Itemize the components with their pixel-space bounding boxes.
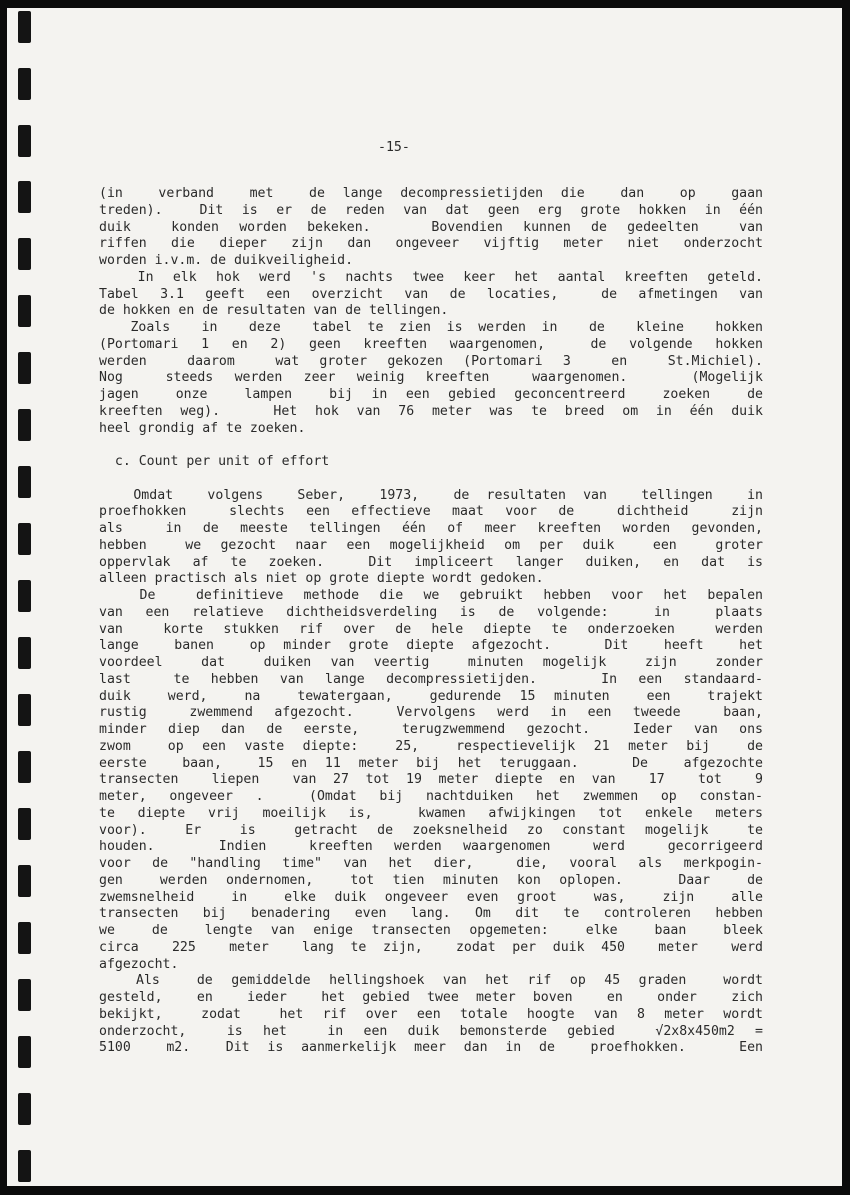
binding-mark [18, 125, 31, 157]
binding-mark [18, 181, 31, 213]
binding-mark [18, 295, 31, 327]
text-line: heel grondig af te zoeken. [99, 420, 306, 436]
body-text [99, 186, 763, 1057]
text-line: we de lengte van enige transecten opgemeten: elke baan bleek [99, 923, 763, 938]
text-line: (in verband met de lange decompressietijden die dan op gaan [99, 186, 763, 201]
page-number: -15- [378, 140, 410, 155]
text-line: duik werd, na tewatergaan, gedurende 15 minuten een trajekt [99, 688, 763, 704]
text-line: oppervlak af te zoeken. Dit impliceert langer duiken, en dat is [99, 554, 763, 570]
binding-mark [18, 751, 31, 783]
text-line: 5100 m2. Dit is aanmerkelijk meer dan in de proefhokken. Een [99, 1040, 763, 1056]
text-line: last te hebben van lange decompressietijden. In een standaard- [99, 671, 763, 687]
binding-mark [18, 523, 31, 555]
paragraph [99, 320, 763, 437]
paragraph [99, 270, 763, 320]
text-line: zwemsnelheid in elke duik ongeveer even groot was, zijn alle [99, 889, 763, 905]
text-line: rustig zwemmend afgezocht. Vervolgens werd in een tweede baan, [99, 705, 763, 721]
text-line: minder diep dan de eerste, terugzwemmend gezocht. Ieder van ons [99, 722, 763, 737]
text-line: te diepte vrij moeilijk is, kwamen afwijkingen tot enkele meters [99, 805, 763, 821]
text-line: Tabel 3.1 geeft een overzicht van de locaties, de afmetingen van [99, 286, 763, 302]
text-line: eerste baan, 15 en 11 meter bij het teruggaan. De afgezochte [99, 755, 763, 771]
binding-mark [18, 352, 31, 384]
binding-mark [18, 1036, 31, 1068]
text-line: gesteld, en ieder het gebied twee meter boven en onder zich [99, 990, 763, 1005]
paragraph [99, 488, 763, 589]
text-line: voor de "handling time" van het dier, die, vooral als merkpogin- [99, 856, 763, 871]
text-line: houden. Indien kreeften werden waargenomen werd gecorrigeerd [99, 839, 763, 855]
paragraph [99, 588, 763, 973]
binding-mark [18, 466, 31, 498]
binding-mark [18, 68, 31, 100]
text-line: circa 225 meter lang te zijn, zodat per duik 450 meter werd [99, 939, 763, 955]
text-line: meter, ongeveer . (Omdat bij nachtduiken het zwemmen op constan- [99, 789, 763, 804]
binding-mark [18, 637, 31, 669]
binding-mark [18, 808, 31, 840]
text-line: gen werden ondernomen, tot tien minuten kon oplopen. Daar de [99, 872, 763, 888]
text-line: werden daarom wat groter gekozen (Portomari 3 en St.Michiel). [99, 353, 763, 369]
text-line: alleen practisch als niet op grote diepte wordt gedoken. [99, 571, 544, 587]
binding-mark [18, 409, 31, 441]
text-line: hebben we gezocht naar een mogelijkheid om per duik een groter [99, 537, 763, 553]
text-line: van korte stukken rif over de hele diepte te onderzoeken werden [99, 621, 763, 637]
binding-mark [18, 922, 31, 954]
text-line: Zoals in deze tabel te zien is werden in de kleine hokken [99, 320, 763, 335]
text-line: transecten bij benadering even lang. Om dit te controleren hebben [99, 906, 763, 922]
binding-mark [18, 1093, 31, 1125]
text-line: (Portomari 1 en 2) geen kreeften waargenomen, de volgende hokken [99, 336, 763, 352]
text-line: duik konden worden bekeken. Bovendien kunnen de gedeelten van [99, 219, 763, 235]
text-line: In elk hok werd 's nachts twee keer het aantal kreeften geteld. [99, 269, 763, 285]
binding-mark [18, 238, 31, 270]
binding-mark [18, 694, 31, 726]
binding-mark [18, 11, 31, 43]
text-line: zwom op een vaste diepte: 25, respectievelijk 21 meter bij de [99, 738, 763, 754]
binding-mark [18, 979, 31, 1011]
binding-mark [18, 580, 31, 612]
text-line: worden i.v.m. de duikveiligheid. [99, 253, 354, 268]
binding-mark [18, 865, 31, 897]
text-line: treden). Dit is er de reden van dat geen erg grote hokken in één [99, 202, 763, 218]
text-line: als in de meeste tellingen één of meer kreeften worden gevonden, [99, 521, 763, 536]
text-line: onderzocht, is het in een duik bemonsterde gebied √2x8x450m2 = [99, 1023, 763, 1039]
text-line: van een relatieve dichtheidsverdeling is de volgende: in plaats [99, 604, 763, 620]
binding-mark [18, 1150, 31, 1182]
text-line: afgezocht. [99, 956, 179, 972]
text-line: riffen die dieper zijn dan ongeveer vijftig meter niet onderzocht [99, 236, 763, 252]
text-line: transecten liepen van 27 tot 19 meter diepte en van 17 tot 9 [99, 772, 763, 788]
text-line: Als de gemiddelde hellingshoek van het rif op 45 graden wordt [99, 973, 763, 989]
text-line: de hokken en de resultaten van de tellingen. [99, 303, 449, 319]
text-line: jagen onze lampen bij in een gebied geconcentreerd zoeken de [99, 387, 763, 402]
text-line: voordeel dat duiken van veertig minuten mogelijk zijn zonder [99, 655, 763, 670]
text-line: voor). Er is getracht de zoeksnelheid zo constant mogelijk te [99, 822, 763, 838]
text-line: Nog steeds werden zeer weinig kreeften waargenomen. (Mogelijk [99, 370, 763, 386]
text-line: De definitieve methode die we gebruikt hebben voor het bepalen [99, 588, 763, 603]
paragraph [99, 973, 763, 1057]
text-line: kreeften weg). Het hok van 76 meter was te breed om in één duik [99, 403, 763, 419]
text-line: Omdat volgens Seber, 1973, de resultaten van tellingen in [99, 487, 763, 503]
section-heading: c. Count per unit of effort [99, 454, 330, 469]
text-line: bekijkt, zodat het rif over een totale hoogte van 8 meter wordt [99, 1006, 763, 1022]
text-line: lange banen op minder grote diepte afgezocht. Dit heeft het [99, 638, 763, 654]
text-line: proefhokken slechts een effectieve maat voor de dichtheid zijn [99, 504, 763, 520]
paragraph [99, 186, 763, 270]
